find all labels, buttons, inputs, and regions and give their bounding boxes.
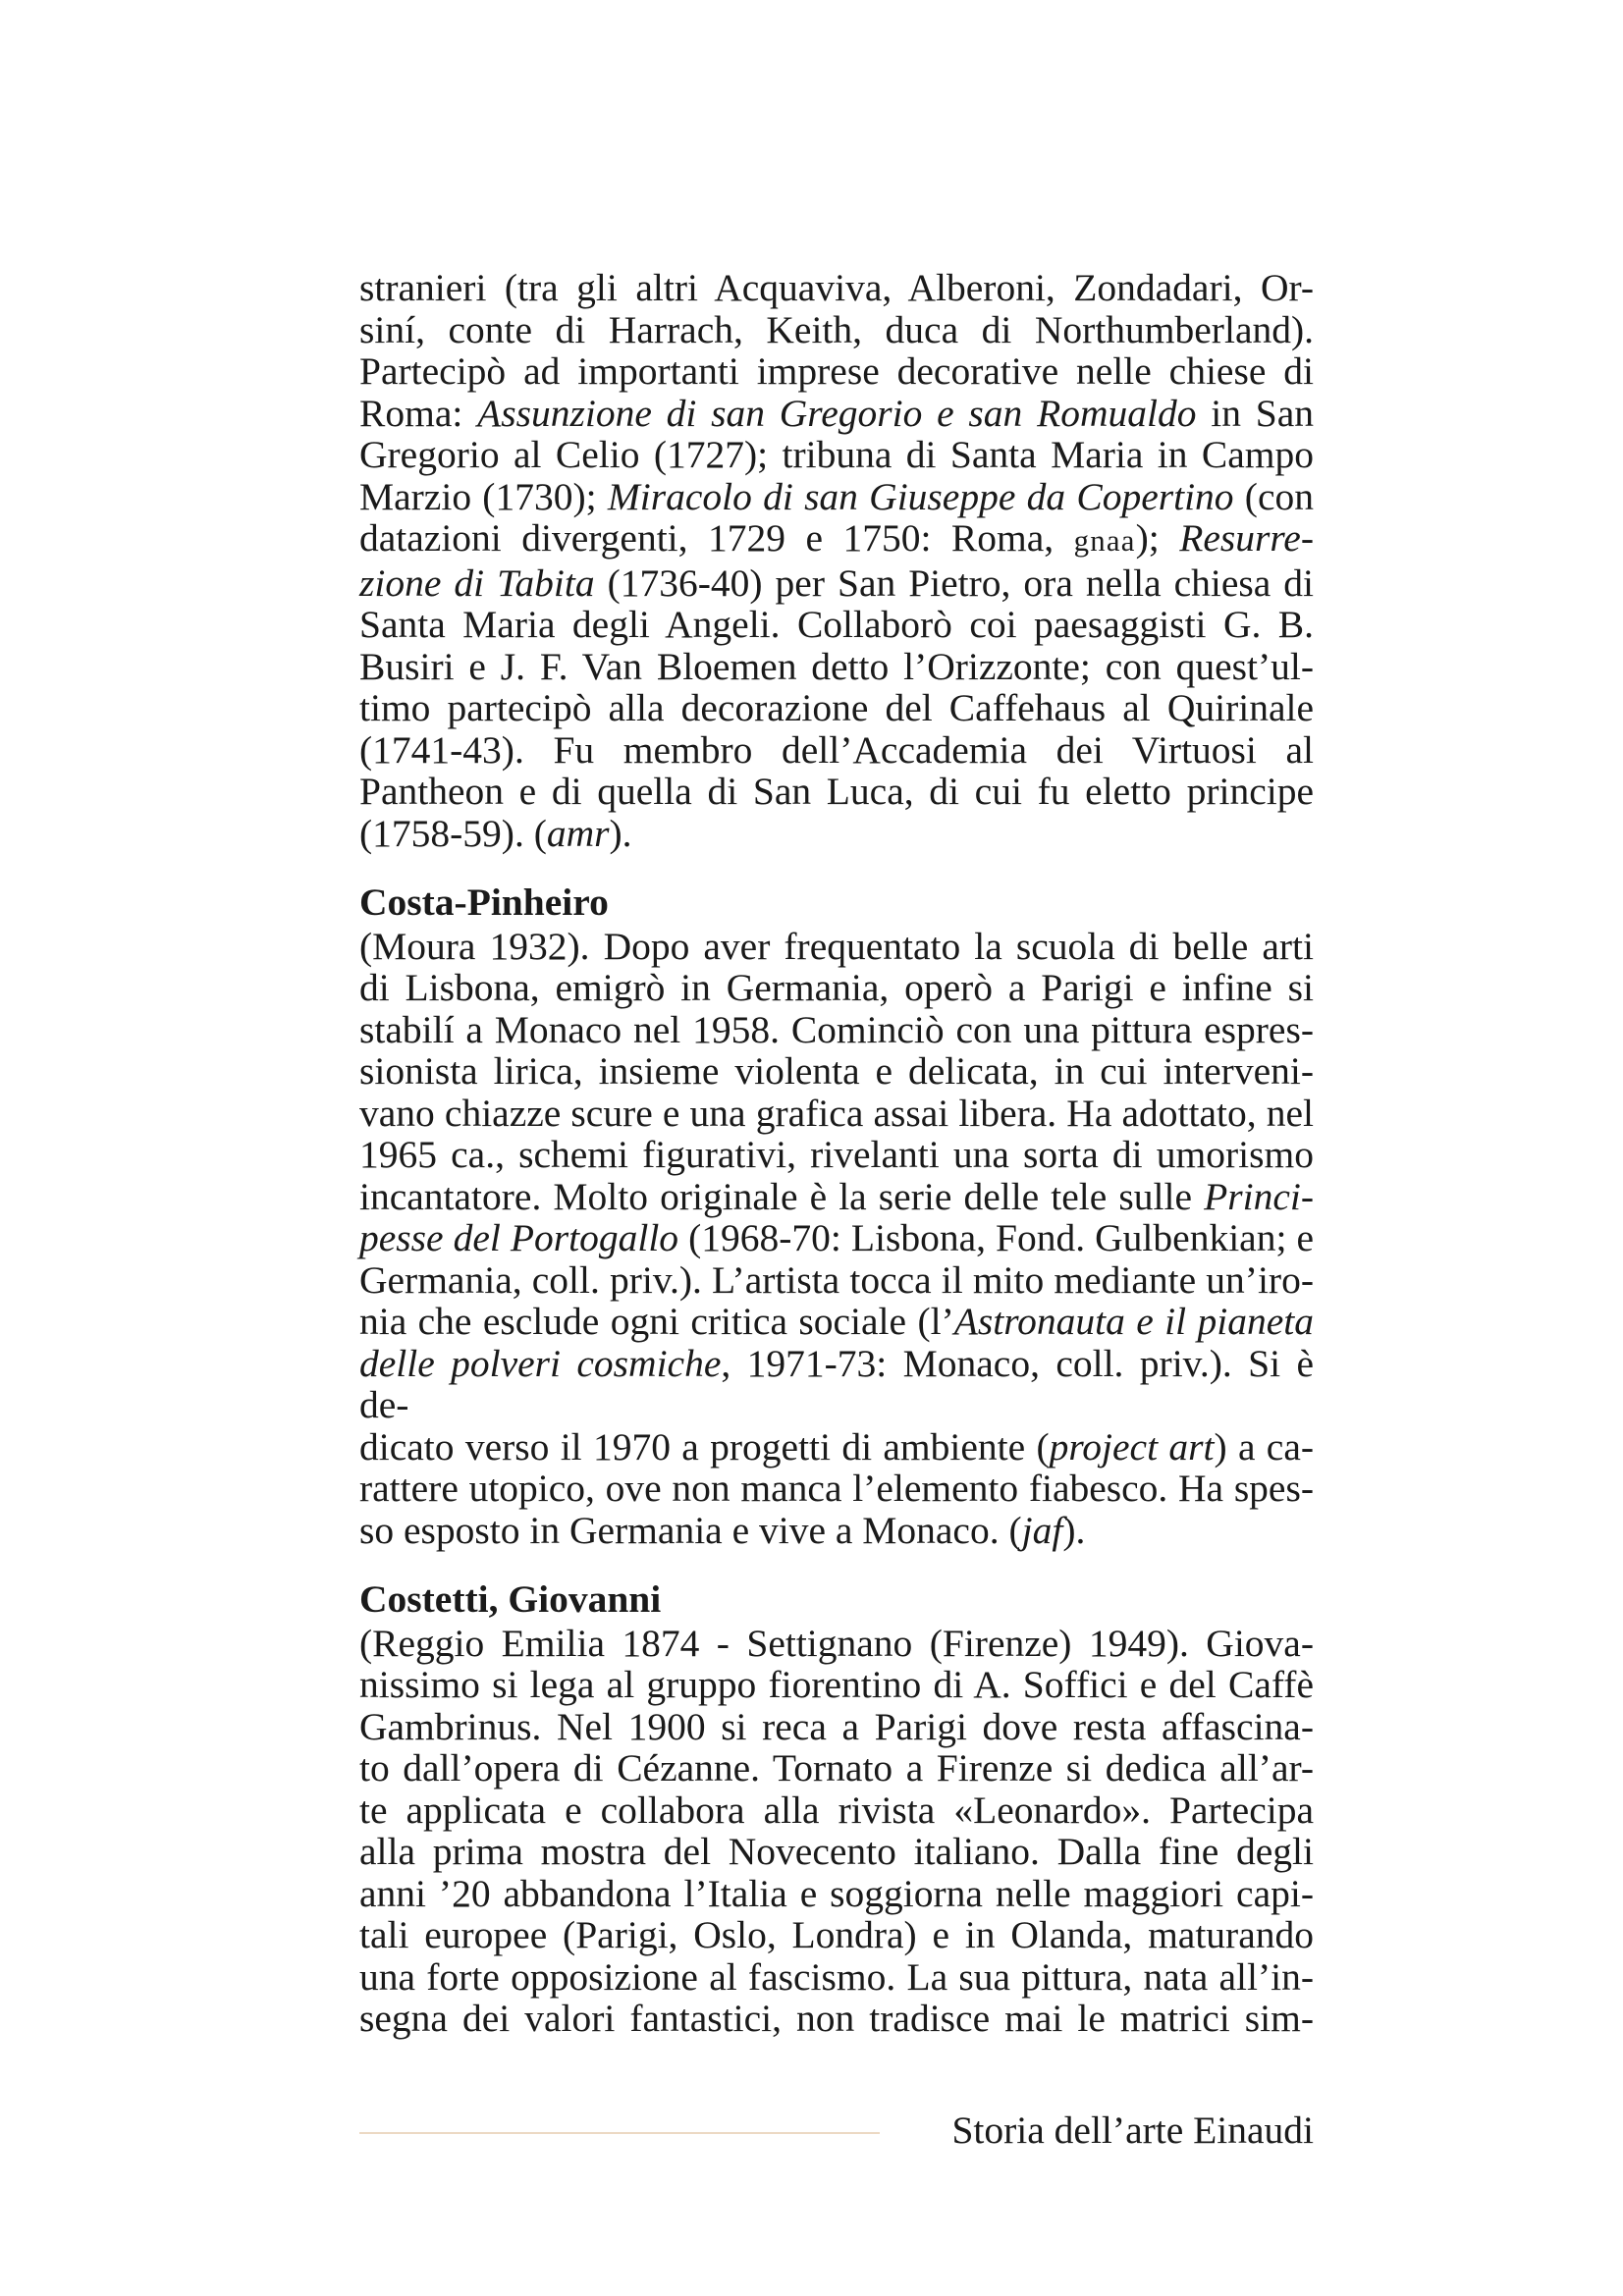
- text-line: Gregorio al Celio (1727); tribuna di Santa Maria in Campo: [359, 433, 1314, 476]
- text-line: nia che esclude ogni critica sociale (l’Astronauta e il pianeta: [359, 1300, 1314, 1343]
- text-line: Marzio (1730); Miracolo di san Giuseppe da Copertino (con: [359, 474, 1314, 518]
- term: project art: [1049, 1424, 1215, 1468]
- text-line: stabilí a Monaco nel 1958. Cominciò con una pittura espres-: [359, 1007, 1314, 1051]
- page-content: [359, 267, 1314, 2040]
- text-line: (Moura 1932). Dopo aver frequentato la scuola di belle arti: [359, 924, 1314, 968]
- text-line: tali europee (Parigi, Oslo, Londra) e in Olanda, maturando: [359, 1913, 1314, 1956]
- text-line: (Reggio Emilia 1874 - Settignano (Firenze) 1949). Giova-: [359, 1621, 1314, 1665]
- artwork-title: Astronauta e il pianeta: [953, 1300, 1314, 1343]
- text-line: timo partecipò alla decorazione del Caffehaus al Quirinale: [359, 686, 1314, 729]
- artwork-title: pesse del Portogallo: [359, 1216, 679, 1259]
- artwork-title: Miracolo di san Giuseppe da Copertino: [607, 474, 1234, 518]
- text-line: te applicata e collabora alla rivista «Leonardo». Partecipa: [359, 1788, 1314, 1832]
- text-line: Pantheon e di quella di San Luca, di cui fu eletto principe: [359, 770, 1314, 813]
- footer-title: Storia dell’arte Einaudi: [951, 2109, 1314, 2152]
- text-line: segna dei valori fantastici, non tradisce mai le matrici sim-: [359, 1997, 1314, 2040]
- text-line: rattere utopico, ove non manca l’elemento fiabesco. Ha spes-: [359, 1467, 1314, 1510]
- text-line: 1965 ca., schemi figurativi, rivelanti una sorta di umorismo: [359, 1133, 1314, 1176]
- artwork-title: Resurre-: [1179, 516, 1314, 560]
- author-initials: amr: [546, 811, 610, 855]
- entry-costetti-text: [359, 1623, 1314, 2040]
- text-line: datazioni divergenti, 1729 e 1750: Roma, gnaa); Resurre-: [359, 516, 1314, 560]
- text-line: anni ’20 abbandona l’Italia e soggiorna nelle maggiori capi-: [359, 1871, 1314, 1915]
- text-line: incantatore. Molto originale è la serie delle tele sulle Princi-: [359, 1174, 1314, 1218]
- text-line: delle polveri cosmiche, 1971-73: Monaco, coll. priv.). Si è de-: [359, 1341, 1314, 1426]
- text-line: zione di Tabita (1736-40) per San Pietro, ora nella chiesa di: [359, 561, 1314, 605]
- author-initials: jaf: [1021, 1508, 1063, 1552]
- footer-rule: [359, 2132, 880, 2134]
- text-line: alla prima mostra del Novecento italiano. Dalla fine degli: [359, 1830, 1314, 1873]
- text-line: una forte opposizione al fascismo. La sua pittura, nata all’in-: [359, 1954, 1314, 1999]
- entry-costa-text: [359, 926, 1314, 1552]
- text-line: Busiri e J. F. Van Bloemen detto l’Orizzonte; con quest’ul-: [359, 644, 1314, 688]
- page-footer: [359, 2101, 1314, 2160]
- artwork-title: Princi-: [1204, 1174, 1314, 1218]
- text-line: to dall’opera di Cézanne. Tornato a Firenze si dedica all’ar-: [359, 1746, 1314, 1789]
- text-line: pesse del Portogallo (1968-70: Lisbona, Fond. Gulbenkian; e: [359, 1216, 1314, 1259]
- text-line: nissimo si lega al gruppo fiorentino di A. Soffici e del Caffè: [359, 1663, 1314, 1706]
- text-line: Santa Maria degli Angeli. Collaborò coi paesaggisti G. B.: [359, 603, 1314, 646]
- museum-abbrev: gnaa: [1073, 524, 1136, 558]
- artwork-title: zione di Tabita: [359, 561, 595, 605]
- entry-heading: Costa-Pinheiro: [359, 881, 609, 924]
- text-line: Gambrinus. Nel 1900 si reca a Parigi dove resta affascina-: [359, 1704, 1314, 1748]
- entry-heading: Costetti, Giovanni: [359, 1577, 662, 1621]
- text-line: dicato verso il 1970 a progetti di ambiente (project art) a ca-: [359, 1424, 1315, 1468]
- artwork-title: Assunzione di san Gregorio e san Romualdo: [477, 391, 1197, 435]
- text-line: so esposto in Germania e vive a Monaco. (jaf).: [359, 1508, 1086, 1552]
- text-line: sionista lirica, insieme violenta e delicata, in cui interveni-: [359, 1049, 1314, 1093]
- text-line: siní, conte di Harrach, Keith, duca di Northumberland).: [359, 307, 1314, 351]
- text-line: (1758-59). (amr).: [359, 811, 632, 855]
- text-line: (1741-43). Fu membro dell’Accademia dei Virtuosi al: [359, 727, 1314, 772]
- text-line: Roma: Assunzione di san Gregorio e san Romualdo in San: [359, 391, 1314, 435]
- text-line: di Lisbona, emigrò in Germania, operò a Parigi e infine si: [359, 966, 1314, 1009]
- text-line: stranieri (tra gli altri Acquaviva, Alberoni, Zondadari, Or-: [359, 266, 1314, 309]
- entry-intro-text: [359, 267, 1314, 854]
- text-line: Germania, coll. priv.). L’artista tocca il mito mediante un’iro-: [359, 1257, 1314, 1302]
- text-line: vano chiazze scure e una grafica assai libera. Ha adottato, nel: [359, 1091, 1314, 1135]
- text-line: Partecipò ad importanti imprese decorative nelle chiese di: [359, 349, 1314, 393]
- artwork-title: delle polveri cosmiche: [359, 1341, 722, 1385]
